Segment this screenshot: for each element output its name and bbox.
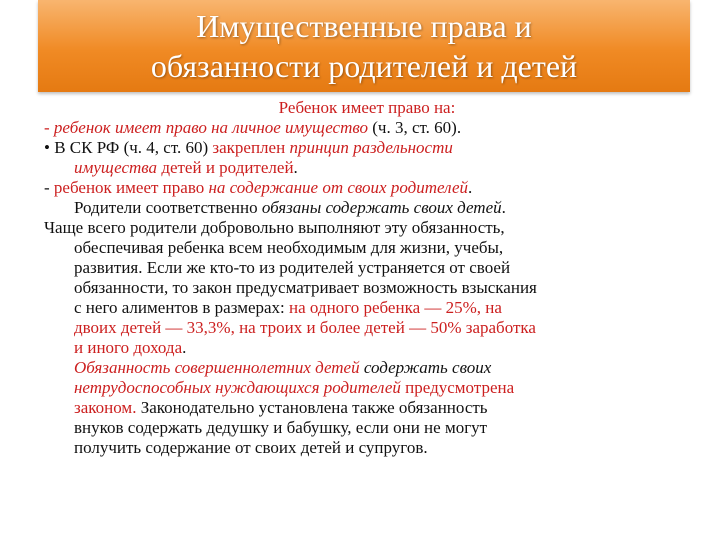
text-segment: - xyxy=(44,178,54,197)
text-segment: Обязанность совершеннолетних детей xyxy=(74,358,364,377)
text-segment: детей и родителей xyxy=(157,158,294,177)
text-segment: принцип раздельности xyxy=(289,138,453,157)
text-segment: - ребенок имеет право на личное имущество xyxy=(44,118,368,137)
text-segment: . xyxy=(501,198,506,217)
text-segment: и иного дохода xyxy=(74,338,183,357)
text-segment: . xyxy=(182,338,187,357)
text-segment: предусмотрена xyxy=(405,378,515,397)
text-segment: обязаны содержать своих детей xyxy=(261,198,502,217)
text-segment: закреплен xyxy=(212,138,290,157)
text-segment: с него алиментов в размерах: xyxy=(74,298,290,317)
subtitle: Ребенок имеет право на: xyxy=(278,98,456,117)
text-line: Чаще всего родители добровольно выполняют эту обязанность, xyxy=(44,218,505,237)
paragraph-adult-children-duty xyxy=(44,358,690,458)
text-segment: ребенок имеет право xyxy=(53,178,209,197)
text-segment: • В СК РФ (ч. 4, ст. 60) xyxy=(44,138,213,157)
text-segment: на содержание от своих родителей xyxy=(208,178,468,197)
text-segment: Родители соответственно xyxy=(74,198,262,217)
text-line: обязанности, то закон предусматривает возможность взыскания xyxy=(74,278,537,297)
text-line: двоих детей — 33,3%, на троих и более детей — 50% заработка xyxy=(74,318,536,337)
paragraph-separate-property xyxy=(44,138,690,178)
paragraph-maintenance xyxy=(44,178,690,218)
text-line: обеспечивая ребенка всем необходимым для жизни, учебы, xyxy=(74,238,504,257)
text-segment: (ч. 3, ст. 60). xyxy=(368,118,462,137)
paragraph-personal-property xyxy=(44,118,690,138)
title-line-1: Имущественные права и xyxy=(196,8,532,44)
text-line: развития. Если же кто-то из родителей устраняется от своей xyxy=(74,258,511,277)
text-line: внуков содержать дедушку и бабушку, если они не могут xyxy=(74,418,488,437)
title-line-2: обязанности родителей и детей xyxy=(150,48,578,84)
text-segment: . xyxy=(468,178,473,197)
text-segment: содержать своих xyxy=(363,358,492,377)
text-segment: на одного ребенка — 25%, на xyxy=(289,298,502,317)
text-segment: нетрудоспособных нуждающихся родителей xyxy=(74,378,406,397)
text-segment: Законодательно установлена также обязанность xyxy=(136,398,488,417)
text-line: получить содержание от своих детей и супругов. xyxy=(74,438,428,457)
text-segment: . xyxy=(293,158,298,177)
text-segment: имущества xyxy=(74,158,158,177)
paragraph-alimony xyxy=(44,218,690,358)
slide-content xyxy=(44,98,690,458)
text-segment: законом. xyxy=(74,398,137,417)
slide-title xyxy=(38,0,690,92)
